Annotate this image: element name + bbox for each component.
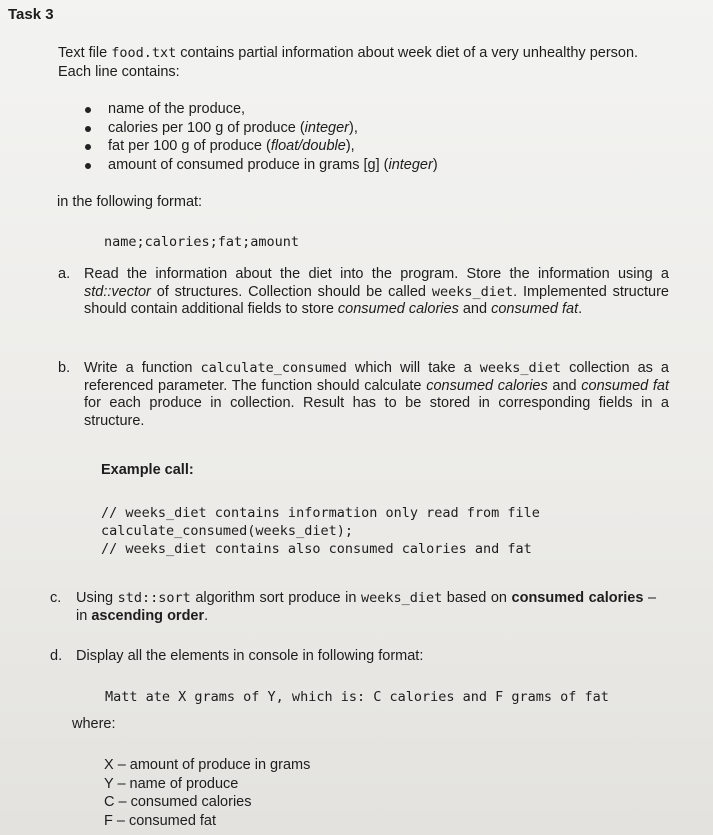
- list-item-tail: ): [432, 156, 438, 173]
- list-item-text: amount of consumed produce in grams [g] (: [108, 156, 389, 173]
- format-intro: in the following format:: [57, 194, 203, 210]
- item-emphasis: consumed fat: [581, 377, 669, 394]
- intro-filename: food.txt: [111, 45, 177, 61]
- item-text: which will take a: [346, 360, 480, 376]
- item-text: Write a function: [84, 360, 201, 376]
- item-c: [50, 590, 657, 625]
- intro-text-1: Text file: [58, 45, 112, 61]
- item-text: collection as a referenced parameter. The function should calculate: [84, 360, 669, 394]
- list-item: [85, 137, 438, 156]
- item-bold: consumed calories: [511, 590, 644, 606]
- legend-item: X – amount of produce in grams: [104, 757, 311, 773]
- item-label: b.: [58, 360, 71, 376]
- item-text: and: [547, 377, 582, 394]
- code-line: // weeks_diet contains information only read from file: [101, 505, 540, 521]
- intro-paragraph: [58, 44, 658, 82]
- code-block: [101, 504, 540, 558]
- list-item-tail: ),: [345, 138, 355, 154]
- item-code: weeks_diet: [431, 283, 514, 300]
- list-item-text: calories per 100 g of produce (: [108, 119, 305, 136]
- variable-legend: [104, 756, 310, 830]
- item-emphasis: consumed calories: [337, 301, 459, 317]
- list-item-tail: ),: [349, 119, 358, 136]
- code-line: // weeks_diet contains also consumed calories and fat: [101, 541, 532, 557]
- item-label: a.: [58, 266, 71, 282]
- item-text: . Implemented structure should contain additional fields to store: [84, 283, 669, 317]
- legend-item: C – consumed calories: [104, 794, 252, 810]
- item-text: .: [578, 301, 583, 317]
- code-line: calculate_consumed(weeks_diet);: [101, 523, 353, 539]
- list-item-type: float/double: [270, 138, 346, 154]
- item-emphasis: consumed fat: [491, 301, 579, 317]
- legend-item: Y – name of produce: [104, 775, 239, 792]
- list-item-text: fat per 100 g of produce (: [108, 138, 271, 154]
- item-text: and: [458, 301, 492, 317]
- display-format-line: Matt ate X grams of Y, which is: C calories and F grams of fat: [105, 689, 609, 705]
- task-title: Task 3: [8, 6, 54, 23]
- list-item: [85, 156, 438, 175]
- item-code: std::sort: [117, 590, 191, 606]
- list-item: [85, 119, 438, 138]
- item-code: weeks_diet: [479, 360, 562, 376]
- item-code: calculate_consumed: [200, 360, 347, 376]
- item-text: Display all the elements in console in following format:: [76, 648, 424, 664]
- list-item-type: integer: [388, 156, 433, 173]
- field-list: [85, 100, 438, 174]
- item-text: of structures. Collection should be called: [150, 283, 432, 300]
- item-text: Using: [76, 590, 118, 606]
- list-item: [85, 100, 438, 119]
- format-line: name;calories;fat;amount: [104, 234, 300, 250]
- item-label: d.: [50, 648, 63, 664]
- item-label: c.: [50, 590, 62, 606]
- where-label: where:: [72, 716, 116, 732]
- item-text: .: [204, 607, 209, 624]
- item-text: based on: [442, 590, 512, 606]
- item-text: for each produce in collection. Result has to be stored in corresponding fields in a structure.: [84, 395, 669, 429]
- item-text: Read the information about the diet into the program. Store the information using a: [84, 266, 669, 282]
- example-title: Example call:: [101, 462, 194, 478]
- list-item-text: name of the produce,: [108, 101, 246, 117]
- item-bold: ascending order: [91, 607, 205, 624]
- intro-text-2: contains partial information about week diet of a very unhealthy person. Each line contains:: [58, 45, 639, 80]
- item-d: [50, 648, 424, 664]
- item-emphasis: std::vector: [84, 283, 151, 300]
- item-text: algorithm sort produce in: [190, 590, 361, 606]
- item-emphasis: consumed calories: [426, 377, 548, 394]
- item-a: [58, 266, 669, 319]
- item-text: – in: [76, 590, 657, 624]
- item-b: [58, 360, 669, 430]
- item-code: weeks_diet: [360, 590, 443, 606]
- list-item-type: integer: [304, 119, 350, 136]
- legend-item: F – consumed fat: [104, 812, 217, 829]
